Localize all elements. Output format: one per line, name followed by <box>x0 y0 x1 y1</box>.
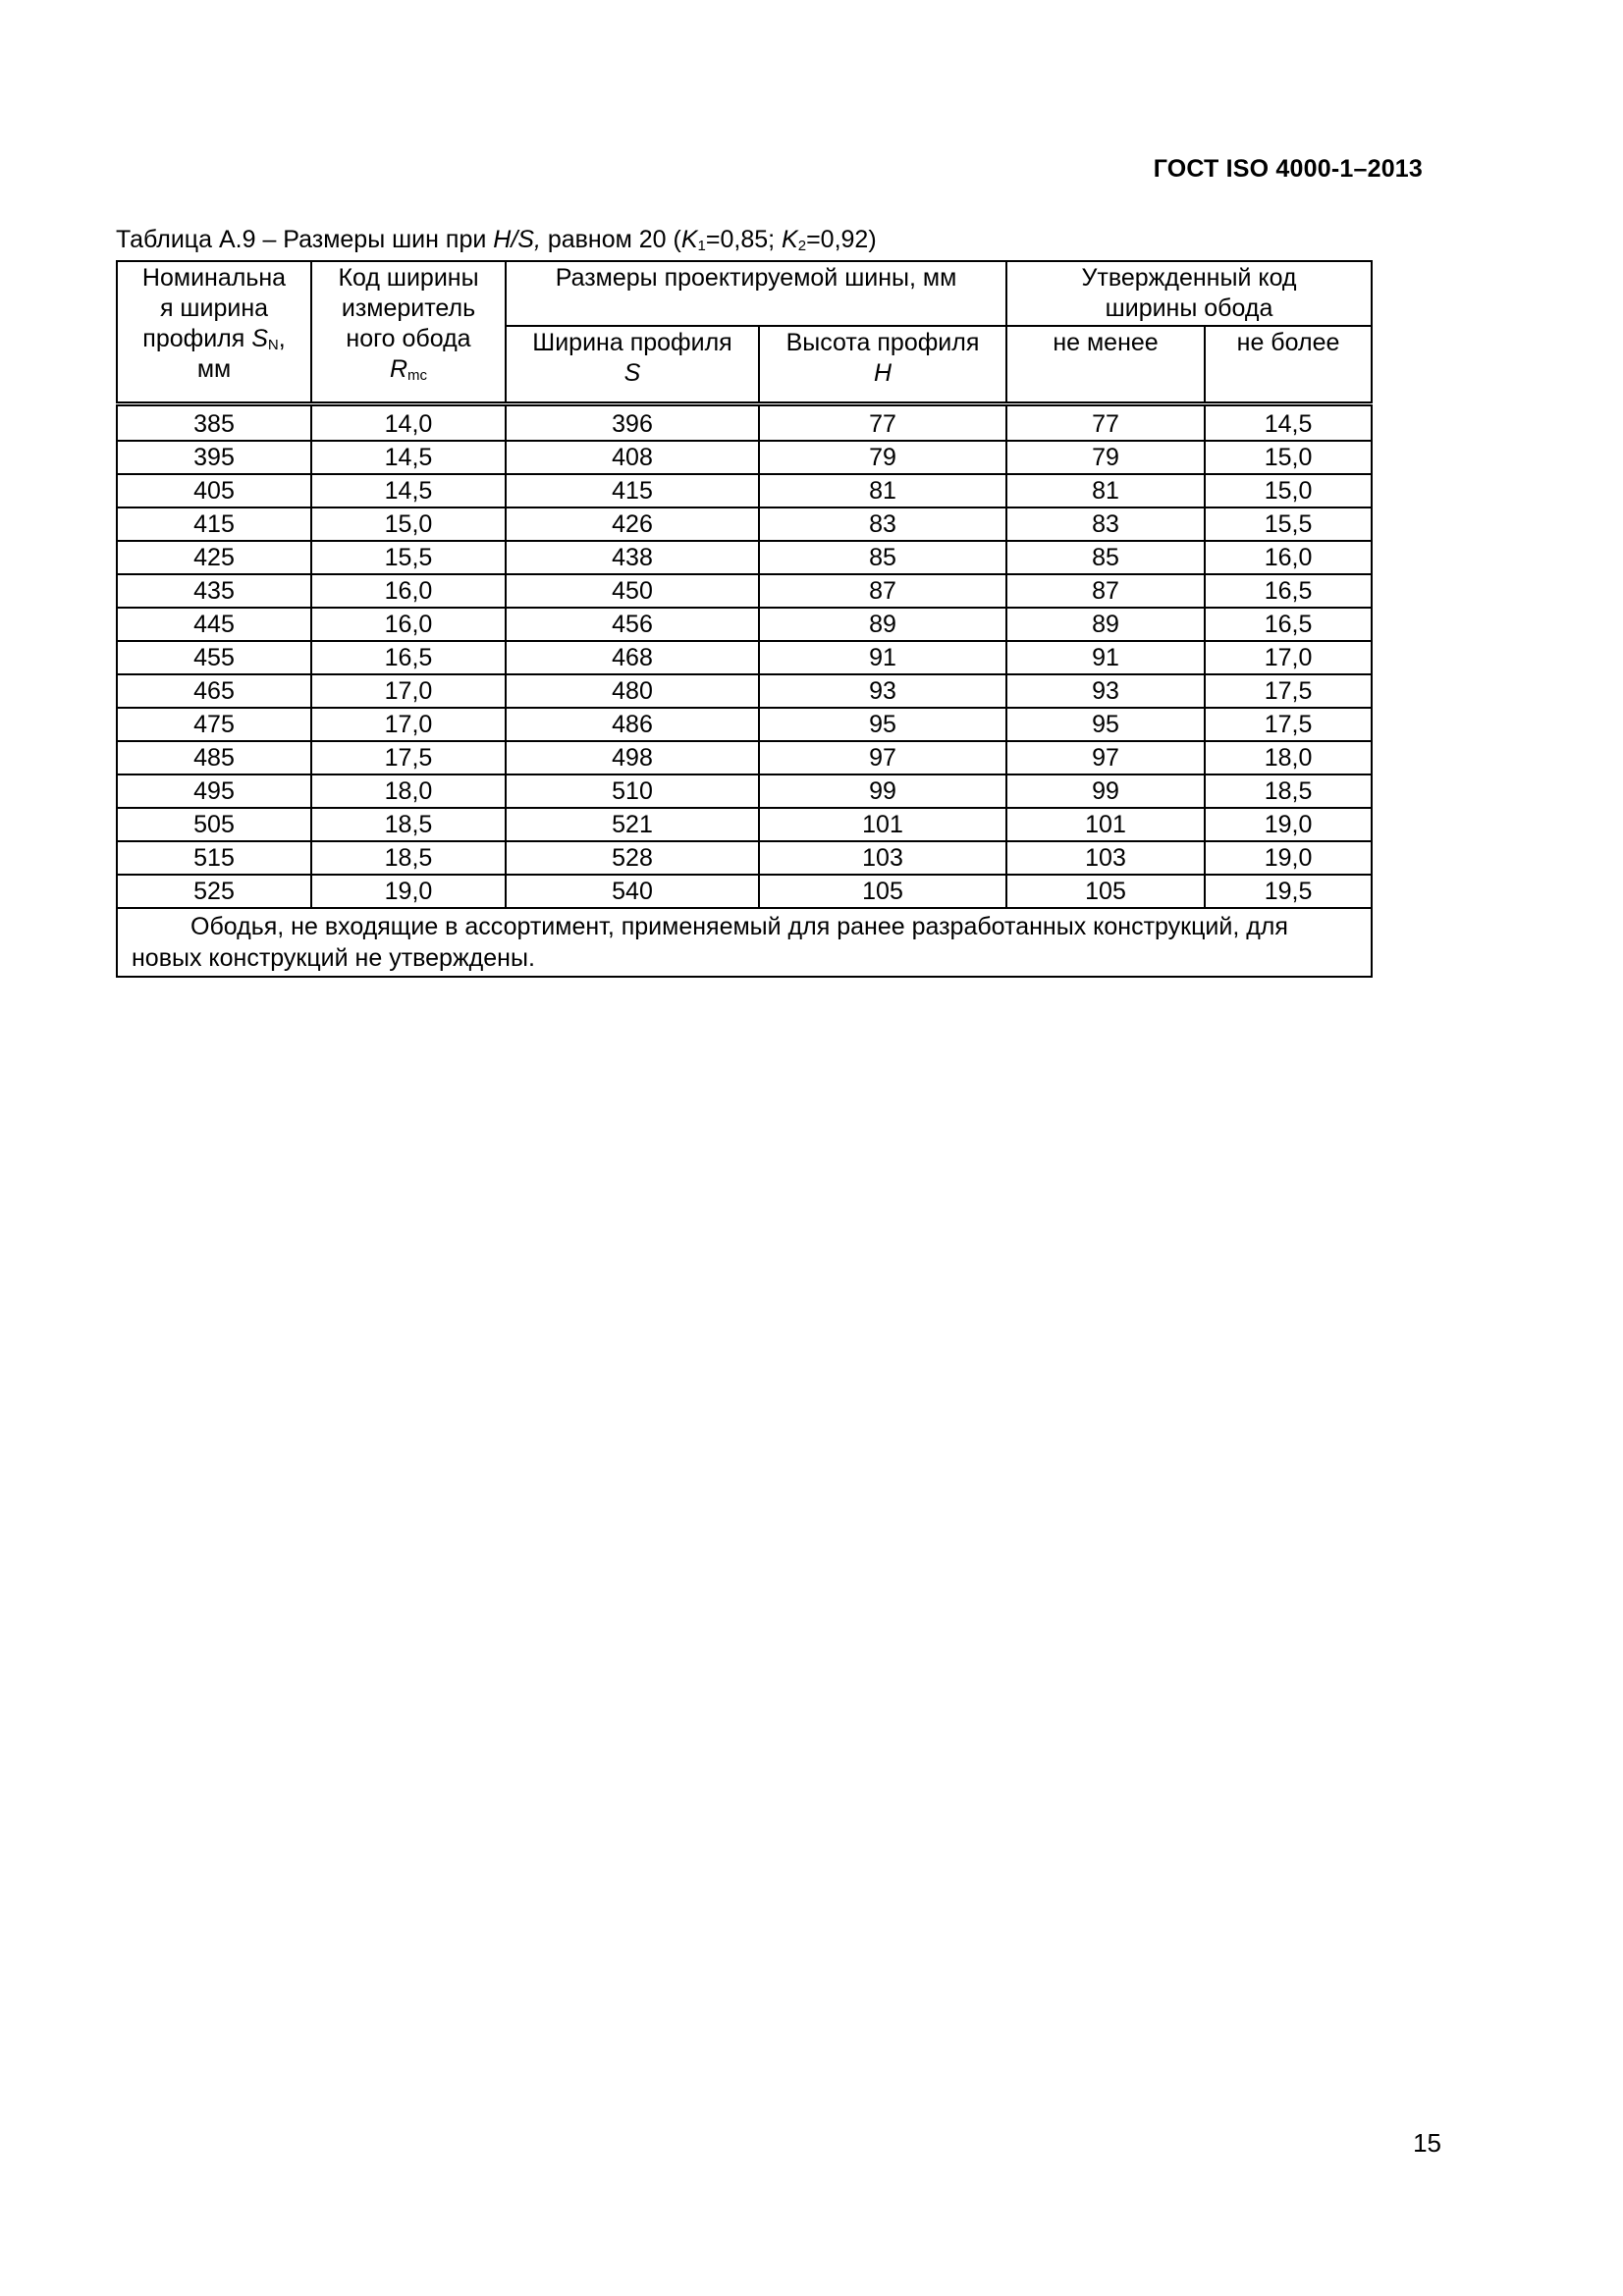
table-cell: 93 <box>1006 674 1205 708</box>
header-rim-code: Код ширины измеритель ного обода $R_{mc}$ <box>311 261 506 404</box>
table-cell: 105 <box>1006 875 1205 908</box>
table-cell: 89 <box>1006 608 1205 641</box>
table-cell: 438 <box>506 541 759 574</box>
tire-dimensions-table <box>116 260 1373 978</box>
table-cell: 19,0 <box>1205 808 1372 841</box>
table-cell: 83 <box>759 507 1006 541</box>
header-section-width: Ширина профиля S <box>506 326 759 404</box>
table-cell: 19,0 <box>1205 841 1372 875</box>
table-cell: 17,5 <box>1205 708 1372 741</box>
table-cell: 408 <box>506 441 759 474</box>
table-cell: 18,5 <box>1205 774 1372 808</box>
page-number: 15 <box>1413 2128 1441 2158</box>
table-cell: 521 <box>506 808 759 841</box>
table-row <box>117 641 1372 674</box>
table-cell: 83 <box>1006 507 1205 541</box>
table-cell: 14,5 <box>311 441 506 474</box>
table-cell: 415 <box>117 507 311 541</box>
table-row <box>117 808 1372 841</box>
table-cell: 81 <box>759 474 1006 507</box>
header-max: не более <box>1205 326 1372 404</box>
table-cell: 95 <box>759 708 1006 741</box>
table-cell: 101 <box>759 808 1006 841</box>
table-row <box>117 875 1372 908</box>
table-cell: 16,5 <box>1205 574 1372 608</box>
table-cell: 528 <box>506 841 759 875</box>
table-row <box>117 541 1372 574</box>
table-cell: 99 <box>759 774 1006 808</box>
table-cell: 103 <box>759 841 1006 875</box>
header-design-tire-dimensions: Размеры проектируемой шины, мм <box>506 261 1006 326</box>
table-cell: 105 <box>759 875 1006 908</box>
table-row <box>117 574 1372 608</box>
table-cell: 445 <box>117 608 311 641</box>
table-cell: 91 <box>1006 641 1205 674</box>
table-cell: 19,5 <box>1205 875 1372 908</box>
table-cell: 415 <box>506 474 759 507</box>
table-cell: 468 <box>506 641 759 674</box>
table-cell: 475 <box>117 708 311 741</box>
header-section-height: Высота профиля H <box>759 326 1006 404</box>
table-cell: 91 <box>759 641 1006 674</box>
table-cell: 93 <box>759 674 1006 708</box>
table-row <box>117 608 1372 641</box>
header-min: не менее <box>1006 326 1205 404</box>
table-cell: 505 <box>117 808 311 841</box>
table-row <box>117 708 1372 741</box>
table-row <box>117 507 1372 541</box>
table-cell: 15,5 <box>1205 507 1372 541</box>
table-cell: 89 <box>759 608 1006 641</box>
table-cell: 16,5 <box>1205 608 1372 641</box>
table-cell: 395 <box>117 441 311 474</box>
table-cell: 79 <box>1006 441 1205 474</box>
table-cell: 17,0 <box>311 674 506 708</box>
table-cell: 81 <box>1006 474 1205 507</box>
table-cell: 515 <box>117 841 311 875</box>
table-cell: 385 <box>117 404 311 442</box>
table-cell: 17,5 <box>1205 674 1372 708</box>
table-row <box>117 774 1372 808</box>
table-cell: 456 <box>506 608 759 641</box>
table-cell: 14,5 <box>311 474 506 507</box>
table-cell: 97 <box>1006 741 1205 774</box>
table-cell: 85 <box>1006 541 1205 574</box>
table-cell: 486 <box>506 708 759 741</box>
table-cell: 435 <box>117 574 311 608</box>
table-cell: 465 <box>117 674 311 708</box>
table-cell: 18,5 <box>311 808 506 841</box>
header-nominal-width: Номинальна я ширина профиля $S_N$, мм <box>117 261 311 404</box>
table-row <box>117 741 1372 774</box>
table-cell: 95 <box>1006 708 1205 741</box>
table-cell: 17,0 <box>1205 641 1372 674</box>
table-cell: 480 <box>506 674 759 708</box>
table-note: Ободья, не входящие в ассортимент, применяемый для ранее разработанных конструкций, для новых конструкций не утверждены. <box>117 908 1372 977</box>
table-cell: 14,0 <box>311 404 506 442</box>
table-cell: 450 <box>506 574 759 608</box>
table-cell: 426 <box>506 507 759 541</box>
table-cell: 455 <box>117 641 311 674</box>
table-cell: 99 <box>1006 774 1205 808</box>
table-cell: 15,0 <box>1205 441 1372 474</box>
table-cell: 87 <box>759 574 1006 608</box>
table-cell: 15,0 <box>1205 474 1372 507</box>
table-cell: 77 <box>1006 404 1205 442</box>
table-row <box>117 674 1372 708</box>
table-row <box>117 474 1372 507</box>
table-cell: 19,0 <box>311 875 506 908</box>
table-cell: 485 <box>117 741 311 774</box>
table-cell: 103 <box>1006 841 1205 875</box>
table-cell: 498 <box>506 741 759 774</box>
document-id: ГОСТ ISO 4000-1–2013 <box>1153 155 1423 183</box>
table-cell: 97 <box>759 741 1006 774</box>
table-cell: 14,5 <box>1205 404 1372 442</box>
table-cell: 17,5 <box>311 741 506 774</box>
table-cell: 79 <box>759 441 1006 474</box>
table-cell: 18,5 <box>311 841 506 875</box>
table-row <box>117 841 1372 875</box>
table-cell: 17,0 <box>311 708 506 741</box>
table-cell: 101 <box>1006 808 1205 841</box>
header-row-1 <box>117 261 1372 326</box>
table-cell: 18,0 <box>1205 741 1372 774</box>
table-cell: 16,5 <box>311 641 506 674</box>
table-cell: 15,5 <box>311 541 506 574</box>
table-cell: 425 <box>117 541 311 574</box>
table-caption: Таблица А.9 – Размеры шин при H/S, равном 20 ($K_1=0,85$; $K_2=0,92$) <box>116 226 877 254</box>
table-cell: 77 <box>759 404 1006 442</box>
table-cell: 15,0 <box>311 507 506 541</box>
table-cell: 495 <box>117 774 311 808</box>
table-cell: 525 <box>117 875 311 908</box>
note-row <box>117 908 1372 977</box>
table-cell: 396 <box>506 404 759 442</box>
table-row <box>117 441 1372 474</box>
header-approved-rim-code: Утвержденный код ширины обода <box>1006 261 1372 326</box>
table-cell: 510 <box>506 774 759 808</box>
table-cell: 405 <box>117 474 311 507</box>
table-cell: 16,0 <box>311 608 506 641</box>
table-cell: 18,0 <box>311 774 506 808</box>
table-cell: 16,0 <box>1205 541 1372 574</box>
table-cell: 16,0 <box>311 574 506 608</box>
table-row <box>117 404 1372 442</box>
table-cell: 85 <box>759 541 1006 574</box>
table-cell: 87 <box>1006 574 1205 608</box>
table-cell: 540 <box>506 875 759 908</box>
